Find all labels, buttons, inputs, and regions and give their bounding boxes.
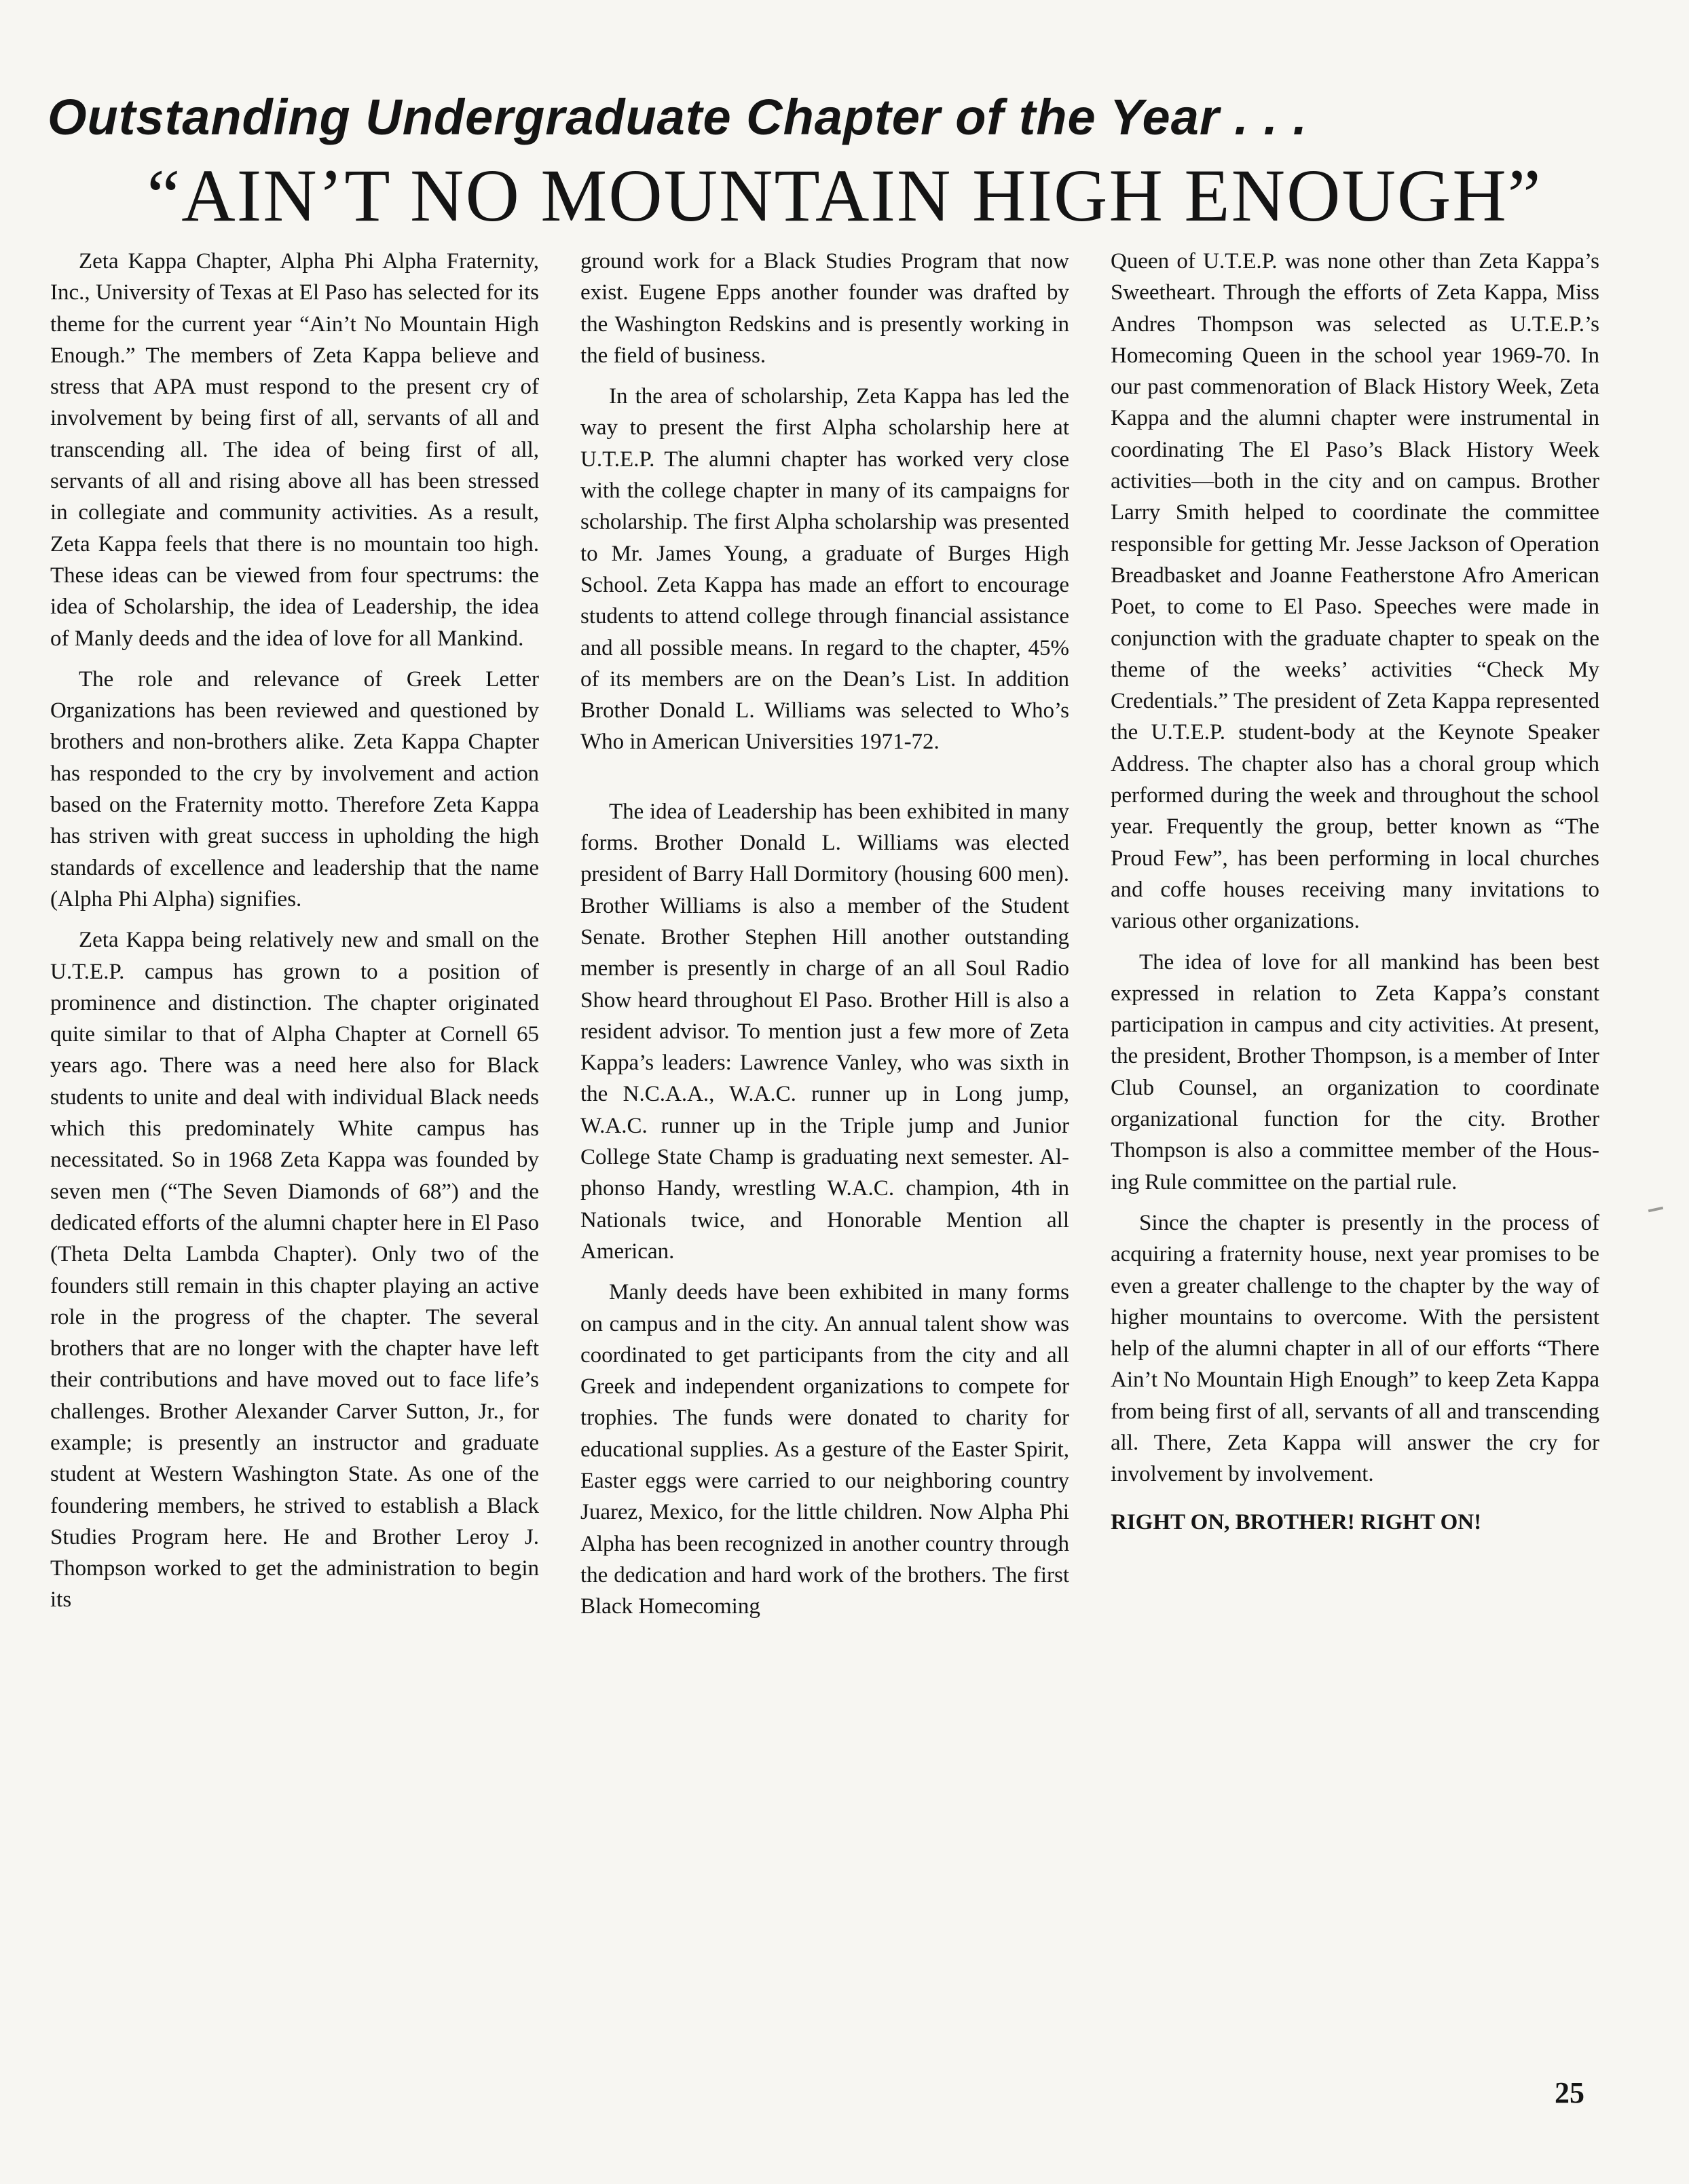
paragraph-intro: Zeta Kappa Chapter, Alpha Phi Alpha Fraternity, Inc., University of Texas at El Paso has selected for its theme for the current year “Ain’t No Mountain High Enough.” The members of Zeta Kappa believe and stress that APA must respond to the present cry of involvement by being first of all, servants of all and transcending all. The idea of being first of all, servants of all and rising above all has been stressed in collegiate and community activities. As a result, Zeta Kappa feels that there is no mountain too high. These ideas can be viewed from four spectrums: the idea of Scholarship, the idea of Leadership, the idea of Manly deeds and the idea of love for all Mankind. xyxy=(50,249,539,651)
paragraph-greek-orgs: The role and relevance of Greek Letter Organizations has been reviewed and questioned by brothers and non-brothers alike. Zeta Kappa Chapter has responded to the cry by involvement and action based on the Fraternity motto. Therefore Zeta Kappa has striven with great success in upholding the high standards of excellence and leadership that the name (Alpha Phi Alpha) signifies. xyxy=(50,666,539,911)
article-headline: “AIN’T NO MOUNTAIN HIGH ENOUGH” xyxy=(147,154,1542,237)
paragraph-scholarship: In the area of scholarship, Zeta Kappa has led the way to present the first Alpha scholarship here at U.T.E.P. The alumni chapter has worked very close with the college chapter in many of its campaigns for scholarship. The first Alpha scholarship was presented to Mr. James Young, a graduate of Burges High School. Zeta Kappa has made an effort to encourage students to attend college through financial assistance and all possible means. In regard to the chapter, 45% of its members are on the Dean’s List. In addition Brother Donald L. Williams was selected to Who’s Who in American Universities 1971-72. xyxy=(580,384,1069,755)
paragraph-homecoming: Queen of U.T.E.P. was none other than Zeta Kappa’s Sweetheart. Through the efforts of Zeta Kappa, Miss Andres Thompson was selected as U.T.E.P.’s Homecoming Queen in the school year 1969-70. In our past commenoration of Black History Week, Zeta Kappa and the alumni chapter were instrumental in coordinating The El Paso’s Black History Week activities—both in the city and on campus. Brother Larry Smith helped to coordinate the committee responsible for getting Mr. Jesse Jackson of Operation Breadbasket and Joanne Featherstone Afro American Poet, to come to El Paso. Speeches were made in conjunction with the graduate chapter to speak on the theme of the weeks’ activities “Check My Credentials.” The president of Zeta Kappa represented the U.T.E.P. student-body at the Keynote Speaker Address. The chapter also has a choral group which performed during the week and throughout the school year. Frequently the group, better known as “The Proud Few”, has been performing in local churches and coffe houses receiving many invitations to various other organizations. xyxy=(1111,249,1599,934)
page-number: 25 xyxy=(1555,2076,1584,2109)
article-column-2 xyxy=(580,246,1069,1632)
closing-line: RIGHT ON, BROTHER! RIGHT ON! xyxy=(1111,1509,1482,1535)
paragraph-leadership: The idea of Leadership has been exhibited in many forms. Brother Donald L. Williams was elected president of Barry Hall Dormitory (housing 600 men). Brother Williams is also a member of the Student Senate. Brother Stephen Hill another outstanding member is presently in charge of an all Soul Radio Show heard throughout El Paso. Brother Hill is also a resident advisor. To mention just a few more of Zeta Kappa’s leaders: Lawrence Vanley, who was sixth in the N.C.A.A., W.A.C. runner up in Long jump, W.A.C. runner up in the Triple jump and Junior College State Champ is graduating next semester. Alphonso Handy, wrestling W.A.C. champion, 4th in Nationals twice, and Honorable Mention all American. xyxy=(580,799,1069,1264)
article-column-1 xyxy=(50,246,539,1625)
paragraph-love-mankind: The idea of love for all mankind has been best expressed in relation to Zeta Kappa’s constant participation in campus and city activities. At present, the president, Brother Thompson, is a member of Inter Club Counsel, an organization to coordinate organizational function for the city. Brother Thompson is also a committee member of the Housing Rule committee on the partial rule. xyxy=(1111,949,1599,1194)
margin-mark xyxy=(1648,1207,1663,1212)
section-kicker: Outstanding Undergraduate Chapter of the Year . . . xyxy=(48,89,1308,145)
article-column-3 xyxy=(1111,246,1599,1547)
paragraph-conclusion: Since the chapter is presently in the process of acquiring a fraternity house, next year promises to be even a greater challenge to the chapter by the way of higher mountains to overcome. With the persistent help of the alumni chapter in all of our efforts “There Ain’t No Mountain High Enough” to keep Zeta Kappa from being first of all, servants of all and transcending all. There, Zeta Kappa will answer the cry for involvement by involvement. xyxy=(1111,1210,1599,1487)
paragraph-history: Zeta Kappa being relatively new and small on the U.T.E.P. campus has grown to a position of prominence and distinction. The chapter originated quite similar to that of Alpha Chapter at Cornell 65 years ago. There was a need here also for Black students to unite and deal with individual Black needs which this predominately White campus has necessitated. So in 1968 Zeta Kappa was founded by seven men (“The Seven Diamonds of 68”) and the dedicated efforts of the alumni chapter here in El Paso (Theta Delta Lambda Chapter). Only two of the founders still remain in this chapter playing an active role in the progress of the chapter. The several brothers that are no longer with the chapter have left their contributions and have moved out to face life’s challenges. Brother Alexander Carver Sutton, Jr., for example; is presently an instructor and graduate student at Western Washington State. As one of the foundering members, he strived to establish a Black Studies Program here. He and Brother Leroy J. Thompson worked to get the administration to begin its xyxy=(50,928,539,1613)
paragraph-history-continued: ground work for a Black Studies Program that now exist. Eugene Epps another founder was drafted by the Washington Redskins and is presently working in the field of business. xyxy=(580,249,1069,368)
paragraph-manly-deeds: Manly deeds have been exhibited in many forms on campus and in the city. An annual talent show was coordinated to get participants from the city and all Greek and independent organizations to compete for trophies. The funds were donated to charity for educational supplies. As a gesture of the Easter Spirit, Easter eggs were carried to our neighboring country Juarez, Mexico, for the little children. Now Alpha Phi Alpha has been recognized in another country through the dedication and hard work of the brothers. The first Black Homecoming xyxy=(580,1280,1069,1619)
